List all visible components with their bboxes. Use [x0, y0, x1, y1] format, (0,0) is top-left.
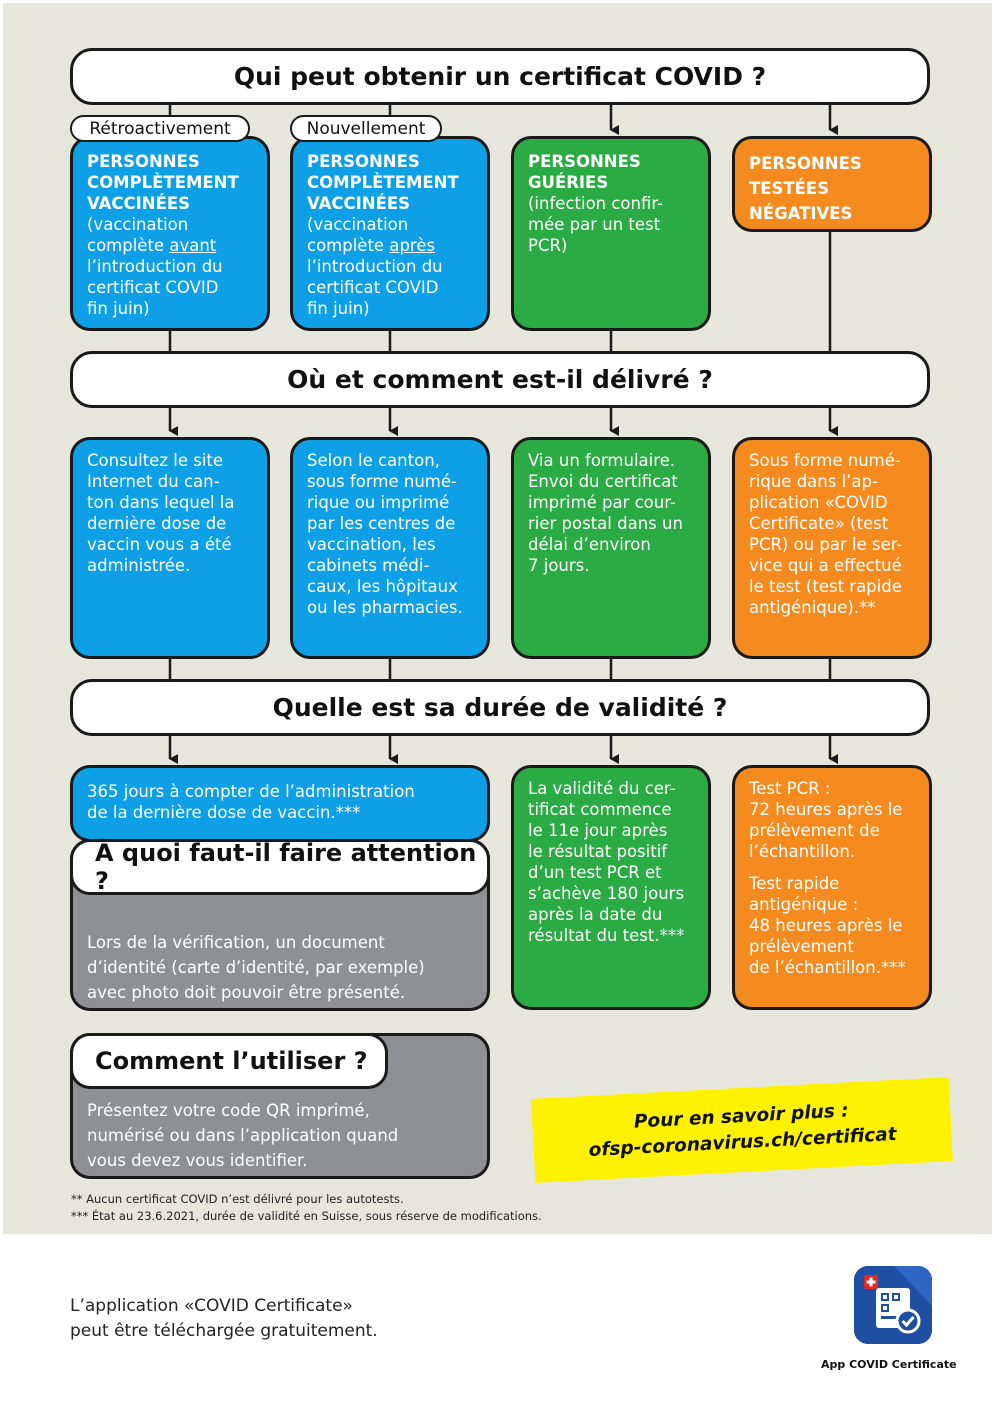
app-description-line: peut être téléchargée gratuitement. — [70, 1321, 378, 1341]
delivery-line: Consultez le site — [87, 451, 224, 470]
group-text: (vaccination — [307, 215, 409, 234]
delivery-line: délai d’environ — [528, 535, 651, 554]
group-vaccinated-before — [70, 136, 270, 331]
delivery-line: administrée. — [87, 556, 191, 575]
delivery-recovered — [511, 437, 711, 659]
tag-new — [290, 115, 442, 142]
validity-pcr — [749, 778, 915, 862]
delivery-line: antigénique).** — [749, 598, 876, 617]
group-text: fin juin) — [307, 299, 370, 318]
delivery-line: rique ou imprimé — [307, 493, 450, 512]
usage-title — [70, 1033, 388, 1089]
validity-line: d’un test PCR et — [528, 863, 662, 882]
app-icon-graphic — [854, 1266, 932, 1344]
validity-line: 48 heures après le — [749, 916, 903, 935]
question-where — [70, 351, 930, 408]
delivery-line: 7 jours. — [528, 556, 590, 575]
question-validity — [70, 679, 930, 736]
validity-line: le résultat positif — [528, 842, 668, 861]
validity-line: La validité du cer- — [528, 779, 676, 798]
validity-tested — [732, 765, 932, 1010]
delivery-line: plication «COVID — [749, 493, 888, 512]
delivery-line: dernière dose de — [87, 514, 227, 533]
attention-title — [70, 839, 490, 895]
usage-body — [87, 1098, 473, 1173]
delivery-vaccinated-before — [70, 437, 270, 659]
more-info-url[interactable]: ofsp-coronavirus.ch/certificat — [588, 1123, 898, 1162]
usage-line: numérisé ou dans l’application quand — [87, 1126, 399, 1145]
validity-line: de la dernière dose de vaccin.*** — [87, 803, 361, 822]
attention-line: avec photo doit pouvoir être présenté. — [87, 983, 406, 1002]
tag-new-text: Nouvellement — [306, 118, 426, 139]
delivery-line: cabinets médi- — [307, 556, 430, 575]
validity-line: Test PCR : — [749, 779, 831, 798]
app-section — [3, 1234, 992, 1420]
group-text: (infection confir- — [528, 194, 664, 213]
validity-line: prélèvement de — [749, 821, 880, 840]
group-text: l’introduction du — [87, 257, 223, 276]
attention-body — [87, 930, 473, 1005]
poster — [3, 3, 992, 1234]
validity-line: prélèvement — [749, 937, 854, 956]
group-label: TESTÉES — [749, 179, 830, 198]
delivery-vaccinated-after — [290, 437, 490, 659]
delivery-line: PCR) ou par le ser- — [749, 535, 903, 554]
delivery-line: rier postal dans un — [528, 514, 683, 533]
validity-line: le 11e jour après — [528, 821, 668, 840]
delivery-line: Envoi du certificat — [528, 472, 678, 491]
more-info-heading: Pour en savoir plus : — [633, 1100, 850, 1133]
app-description — [70, 1294, 378, 1344]
delivery-line: rique dans l’ap- — [749, 472, 878, 491]
validity-line: 365 jours à compter de l’administration — [87, 782, 415, 801]
footnote-autotests: ** Aucun certificat COVID n’est délivré pour les autotests. — [71, 1192, 404, 1206]
delivery-line: ou les pharmacies. — [307, 598, 463, 617]
group-text: certificat COVID — [87, 278, 219, 297]
group-label: VACCINÉES — [307, 194, 411, 213]
attention-title-text: À quoi faut-il faire attention ? — [95, 839, 477, 895]
group-text: fin juin) — [87, 299, 150, 318]
covid-certificate-app-icon[interactable] — [854, 1266, 932, 1344]
group-label: PERSONNES — [749, 154, 862, 173]
group-text: certificat COVID — [307, 278, 439, 297]
validity-line: 72 heures après le — [749, 800, 903, 819]
group-label: NÉGATIVES — [749, 204, 853, 223]
validity-line: résultat du test.*** — [528, 926, 685, 945]
delivery-line: Certificate» (test — [749, 514, 889, 533]
question-who-text: Qui peut obtenir un certificat COVID ? — [233, 62, 767, 91]
group-label: COMPLÈTEMENT — [87, 173, 239, 192]
group-tested-negative — [732, 136, 932, 232]
group-recovered — [511, 136, 711, 331]
validity-line: Test rapide — [749, 874, 840, 893]
group-label: PERSONNES — [307, 152, 420, 171]
validity-line: de l’échantillon.*** — [749, 958, 906, 977]
question-who — [70, 48, 930, 105]
validity-line: l’échantillon. — [749, 842, 856, 861]
usage-line: Présentez votre code QR imprimé, — [87, 1101, 370, 1120]
delivery-line: par les centres de — [307, 514, 456, 533]
group-text: complète avant — [87, 236, 217, 255]
group-text: (vaccination — [87, 215, 189, 234]
group-label: GUÉRIES — [528, 173, 609, 192]
group-label: PERSONNES — [528, 152, 641, 171]
delivery-line: ton dans lequel la — [87, 493, 235, 512]
group-vaccinated-after — [290, 136, 490, 331]
delivery-line: vice qui a effectué — [749, 556, 902, 575]
validity-line: tificat commence — [528, 800, 672, 819]
validity-line: après la date du — [528, 905, 663, 924]
group-label: COMPLÈTEMENT — [307, 173, 459, 192]
validity-recovered — [511, 765, 711, 1010]
usage-line: vous devez vous identifier. — [87, 1151, 308, 1170]
validity-rapid — [749, 873, 915, 978]
question-validity-text: Quelle est sa durée de validité ? — [272, 693, 728, 722]
app-label: App COVID Certificate — [821, 1358, 957, 1371]
delivery-line: vaccination, les — [307, 535, 436, 554]
tag-retroactive-text: Rétroactivement — [89, 118, 231, 139]
delivery-line: le test (test rapide — [749, 577, 902, 596]
delivery-line: sous forme numé- — [307, 472, 457, 491]
delivery-line: vaccin vous a été — [87, 535, 232, 554]
usage-title-text: Comment l’utiliser ? — [95, 1047, 368, 1075]
app-description-line: L’application «COVID Certificate» — [70, 1296, 353, 1316]
delivery-line: caux, les hôpitaux — [307, 577, 458, 596]
group-text: mée par un test — [528, 215, 661, 234]
group-text: PCR) — [528, 236, 568, 255]
tag-retroactive — [70, 115, 250, 142]
group-label: VACCINÉES — [87, 194, 191, 213]
validity-line: antigénique : — [749, 895, 859, 914]
group-text: complète après — [307, 236, 436, 255]
attention-line: Lors de la vérification, un document — [87, 933, 385, 952]
group-label: PERSONNES — [87, 152, 200, 171]
delivery-line: imprimé par cour- — [528, 493, 676, 512]
footnote-validity-date: *** État au 23.6.2021, durée de validité en Suisse, sous réserve de modifications. — [71, 1209, 542, 1223]
delivery-line: Sous forme numé- — [749, 451, 901, 470]
delivery-tested — [732, 437, 932, 659]
question-where-text: Où et comment est-il délivré ? — [287, 365, 713, 394]
delivery-line: Selon le canton, — [307, 451, 440, 470]
validity-line: s’achève 180 jours — [528, 884, 685, 903]
validity-vaccinated — [70, 765, 490, 842]
group-text: l’introduction du — [307, 257, 443, 276]
delivery-line: Via un formulaire. — [528, 451, 676, 470]
attention-line: d’identité (carte d’identité, par exemple) — [87, 958, 425, 977]
delivery-line: Internet du can- — [87, 472, 220, 491]
